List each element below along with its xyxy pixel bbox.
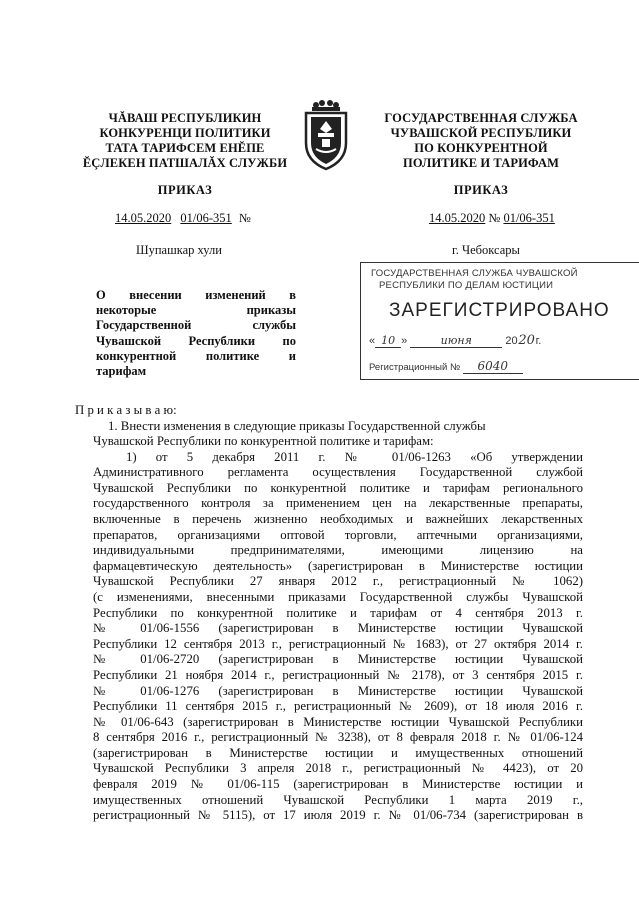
stamp-quote-close: » (401, 335, 408, 347)
body-line: 8 сентября 2016 г., регистрационный № 3238), от 8 февраля 2018 г. № 01/06-124 (93, 730, 583, 745)
city-right: г. Чебоксары (452, 243, 520, 257)
number-left: 01/06-351 (180, 211, 232, 225)
header-right (370, 111, 592, 171)
stamp-date-row (369, 333, 541, 348)
body-line: февраля 2019 № 01/06-115 (зарегистрирован в Министерстве юстиции и (93, 777, 583, 792)
body-line: препаратов, организациями оптовой торговли, аптечными организациями, (93, 527, 583, 542)
date-left: 14.05.2020 (115, 211, 172, 225)
document-body (75, 403, 583, 434)
body-line: фармацевтическую деятельность» (зарегистрирован в Министерстве юстиции (93, 558, 583, 573)
registration-stamp (360, 262, 639, 380)
title-line: тарифам (96, 364, 147, 379)
chuvash-emblem-icon (302, 99, 350, 171)
header-right-line: ПОЛИТИКЕ И ТАРИФАМ (403, 156, 559, 170)
stamp-reg-label: Регистрационный № (369, 362, 461, 373)
body-line: Республики 11 сентября 2015 г., регистрационный № 2609), от 18 июля 2016 г. (93, 699, 583, 714)
header-left-line: ТАТА ТАРИФСЕМ ЕНĔПЕ (105, 141, 265, 155)
body-line: включенные в перечень жизненно необходимых и важнейших лекарственных (93, 511, 583, 526)
number-right: 01/06-351 (503, 211, 555, 225)
body-line: Республики 12 сентября 2013 г., регистрационный № 1683), от 27 октября 2014 г. (93, 636, 583, 651)
body-line: Республики 21 ноября 2014 г., регистрационный № 2178), от 3 сентября 2015 г. (93, 667, 583, 682)
body-line: № 01/06-1556 (зарегистрирован в Министерстве юстиции Чувашской (93, 621, 583, 636)
doc-type-left: ПРИКАЗ (157, 183, 213, 197)
title-line: некоторые приказы (96, 303, 296, 318)
stamp-reg-row (369, 359, 523, 374)
header-left-line: ЧĂВАШ РЕСПУБЛИКИН (108, 111, 262, 125)
header-right-line: ГОСУДАРСТВЕННАЯ СЛУЖБА (384, 111, 578, 125)
stamp-line-1: ГОСУДАРСТВЕННАЯ СЛУЖБА ЧУВАШСКОЙ (371, 268, 578, 279)
body-line: (с изменениями, внесенными приказами Государственной службы Чувашской (93, 589, 583, 604)
stamp-registered: ЗАРЕГИСТРИРОВАНО (389, 300, 610, 321)
header-left (82, 111, 288, 171)
body-line: Чувашской Республики по конкурентной политике и тарифам регионального (93, 480, 583, 495)
body-line: 1. Внести изменения в следующие приказы Государственной службы (108, 418, 486, 433)
header-left-line: КОНКУРЕНЦИ ПОЛИТИКИ (99, 126, 271, 140)
stamp-year-prefix: 20 (505, 335, 518, 347)
stamp-reg-number: 6040 (463, 359, 523, 374)
stamp-month: июня (410, 334, 502, 348)
city-left: Шупашкар хули (136, 243, 222, 257)
title-line: Государственной службы (96, 318, 296, 333)
body-line: Чувашской Республики 27 января 2012 г., регистрационный № 1062) (93, 574, 583, 589)
stamp-day: 10 (375, 334, 401, 348)
stamp-year-unit: г. (535, 335, 542, 347)
body-line: № 01/06-643 (зарегистрирован в Министерстве юстиции Чувашской Республики (93, 714, 583, 729)
doc-date-right (429, 211, 555, 226)
title-line: Чувашской Республики по (96, 333, 296, 348)
body-line: № 01/06-1276 (зарегистрирован в Министерстве юстиции Чувашской (93, 683, 583, 698)
body-line: (зарегистрирован в Министерстве юстиции и имущественных отношений (93, 745, 583, 760)
number-sign-left: № (238, 211, 251, 225)
doc-date-left (115, 211, 251, 226)
stamp-line-2: РЕСПУБЛИКИ ПО ДЕЛАМ ЮСТИЦИИ (379, 280, 554, 291)
body-line: государственного контроля за применением цен на лекарственные препараты, (93, 496, 583, 511)
number-sign-right: № (488, 211, 501, 225)
header-right-line: ПО КОНКУРЕНТНОЙ (414, 141, 548, 155)
stamp-year-suffix: 20 (518, 333, 535, 348)
body-line: Чувашской Республики по конкурентной политике и тарифам: (93, 434, 434, 448)
body-line: имущественных отношений Чувашской Республики 1 марта 2019 г., (93, 792, 583, 807)
date-right: 14.05.2020 (429, 211, 486, 225)
header-right-line: ЧУВАШСКОЙ РЕСПУБЛИКИ (390, 126, 572, 140)
body-line: Чувашской Республики 3 апреля 2018 г., регистрационный № 4423), от 20 (93, 761, 583, 776)
header-left-line: ĔÇЛЕКЕН ПАТШАЛĂХ СЛУЖБИ (82, 156, 288, 170)
body-line: № 01/06-2720 (зарегистрирован в Министерстве юстиции Чувашской (93, 652, 583, 667)
body-line: Республики по конкурентной политике и тарифам от 4 сентября 2013 г. (93, 605, 583, 620)
title-line: конкурентной политике и (96, 348, 296, 363)
body-line: 1) от 5 декабря 2011 г. № 01/06-1263 «Об утверждении (126, 449, 583, 464)
body-line: регистрационный № 5115), от 17 июля 2019 г. № 01/06-734 (зарегистрирован в (93, 808, 583, 823)
stamp-quote-open: « (369, 335, 376, 347)
document-body-main (93, 434, 583, 824)
title-line: О внесении изменений в (96, 288, 296, 302)
document-title (96, 288, 296, 379)
body-line: Административного регламента осуществления Государственной службой (93, 465, 583, 480)
order-word: П р и к а з ы в а ю: (75, 403, 177, 417)
doc-type-right: ПРИКАЗ (453, 183, 509, 197)
body-line: индивидуальными предпринимателями, имеющими лицензию на (93, 543, 583, 558)
